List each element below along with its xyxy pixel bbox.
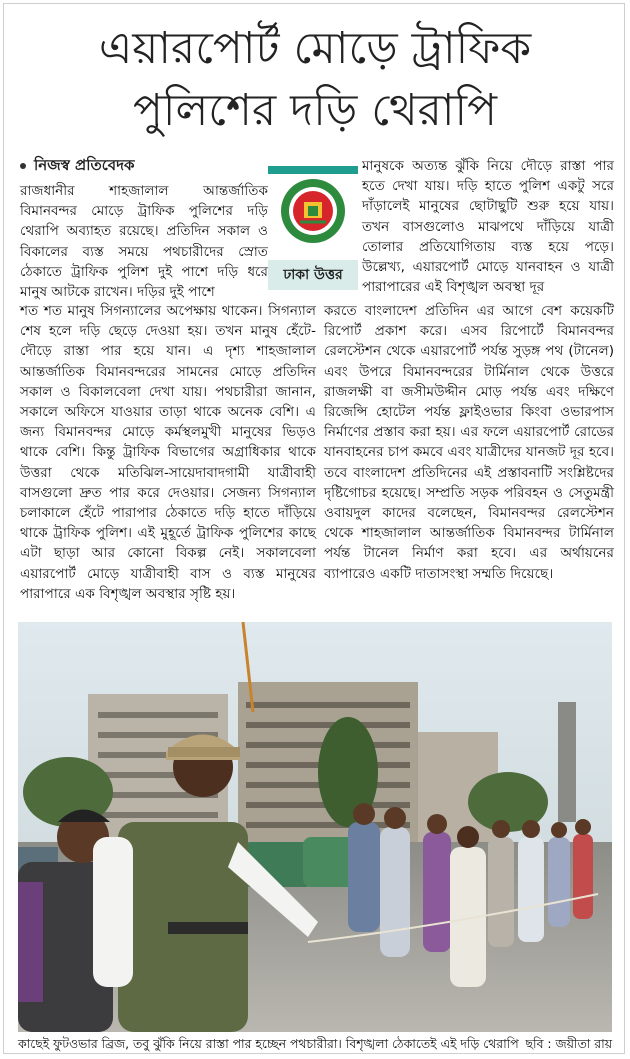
body-column-left-top (20, 181, 268, 302)
paragraph: শত শত মানুষ সিগন্যালের অপেক্ষায় থাকেন। সিগন্যাল শেষ হলে দড়ি ছেড়ে দেওয়া হয়। তখন মানুষ হেঁটে-দৌড়ে রাস্তা পার হয়ে যান। এ দৃশ্য শাহজালাল আন্তর্জাতিক বিমানবন্দরের সামনের মোড়ে প্রতিদিন সকাল ও বিকালবেলা দেখা যায়। পথচারীরা জানান, সকালে অফিসে যাওয়ার তাড়া থাকে অনেক বেশি। এ জন্য বিমানবন্দর মোড়ে কর্মস্থলমুখী মানুষের ভিড়ও থাকে বেশি। কিন্তু ট্রাফিক বিভাগের অগ্রাধিকার থাকে উত্তরা থেকে মতিঝিল-সায়েদাবাদগামী যাত্রীবাহী বাসগুলো দ্রুত পার করে দেওয়ার। সেজন্য সিগন্যাল চলাকালে হেঁটে পারাপার ঠেকাতে দড়ি হাতে দাঁড়িয়ে থাকে ট্রাফিক পুলিশ। এই মুহূর্তে ট্রাফিক পুলিশের কাছে এটা ছাড়া আর কোনো বিকল্প নেই। সকালবেলা এয়ারপোর্ট মোড়ে যাত্রীবাহী বাস ও ব্যস্ত মানুষের পারাপারে এক বিশৃঙ্খল অবস্থার সৃষ্টি হয়। (20, 303, 316, 602)
traffic-police-rope-photo (18, 622, 612, 1032)
badge-bar (268, 166, 358, 174)
news-photo (18, 622, 612, 1032)
byline (20, 154, 135, 179)
bullet-icon (20, 163, 26, 169)
newspaper-clipping (3, 3, 625, 1054)
paragraph: মানুষকে অত্যন্ত ঝুঁকি নিয়ে দৌড়ে রাস্তা পার হতে দেখা যায়। দড়ি হাতে পুলিশ একটু সরে দাঁড়ালেই মানুষের ছোটাছুটি শুরু হয়ে যায়। তখন বাসগুলোও মাঝপথে দাঁড়িয়ে যাত্রী তোলার প্রতিযোগিতায় ব্যস্ত হয়ে পড়ে। উল্লেখ্য, এয়ারপোর্ট মোড়ে যানবাহন ও যাত্রী পারাপারের এই বিশৃঙ্খল অবস্থা দূর (362, 158, 614, 296)
section-badge-label: ঢাকা উত্তর (268, 260, 358, 290)
body-column-right-bottom (324, 301, 614, 584)
photo-caption (18, 1034, 612, 1054)
paragraph: করতে বাংলাদেশ প্রতিদিন এর আগে বেশ কয়েকটি রিপোর্ট প্রকাশ করে। এসব রিপোর্টে বিমানবন্দর রেলস্টেশন থেকে এয়ারপোর্ট পর্যন্ত সুড়ঙ্গ পথ (টানেল) এবং উপরে বিমানবন্দরের টার্মিনাল থেকে উত্তরে রাজলক্ষী বা জসীমউদ্দীন মোড় পর্যন্ত এবং দক্ষিণে রিজেন্সি হোটেল পর্যন্ত ফ্লাইওভার কিংবা ওভারপাস নির্মাণের প্রস্তাব করা হয়। এর ফলে এয়ারপোর্ট রোডের যানবাহনের চাপ কমবে এবং যাত্রীদের যানজট দূর হবে। তবে বাংলাদেশ প্রতিদিনের এই প্রস্তাবনাটি সংশ্লিষ্টদের দৃষ্টিগোচর হয়েছে। সম্প্রতি সড়ক পরিবহন ও সেতুমন্ত্রী ওবায়দুল কাদের বলেছেন, বিমানবন্দর রেলস্টেশন থেকে শাহজালাল আন্তর্জাতিক বিমানবন্দর টার্মিনাল পর্যন্ত টানেল নির্মাণ করা হবে। এর অর্থায়নের ব্যাপারেও একটি দাতাসংস্থা সম্মতি দিয়েছে। (324, 303, 614, 582)
body-column-left-bottom (20, 301, 350, 604)
city-corporation-logo-icon (280, 178, 346, 244)
section-badge (268, 166, 358, 296)
caption-text: কাছেই ফুটওভার ব্রিজ, তবু ঝুঁকি নিয়ে রাস্তা পার হচ্ছেন পথচারীরা। বিশৃঙ্খলা ঠেকাতেই এই দড়ি থেরাপি (18, 1036, 519, 1051)
byline-text: নিজস্ব প্রতিবেদক (34, 156, 135, 174)
headline-line-2: পুলিশের দড়ি থেরাপি (132, 85, 497, 136)
body-column-right-top (362, 156, 614, 297)
headline (4, 18, 626, 142)
headline-line-1: এয়ারপোর্ট মোড়ে ট্রাফিক (98, 23, 532, 74)
photo-credit: ছবি : জয়ীতা রায় (525, 1036, 612, 1051)
paragraph: রাজধানীর শাহজালাল আন্তর্জাতিক বিমানবন্দর মোড়ে ট্রাফিক পুলিশের দড়ি থেরাপি অব্যাহত রয়েছে। প্রতিদিন সকাল ও বিকালের ব্যস্ত সময়ে পথচারীদের স্রোত ঠেকাতে ট্রাফিক পুলিশ দুই পাশে দড়ি ধরে মানুষ আটকে রাখেন। দড়ির দুই পাশে (20, 183, 268, 301)
